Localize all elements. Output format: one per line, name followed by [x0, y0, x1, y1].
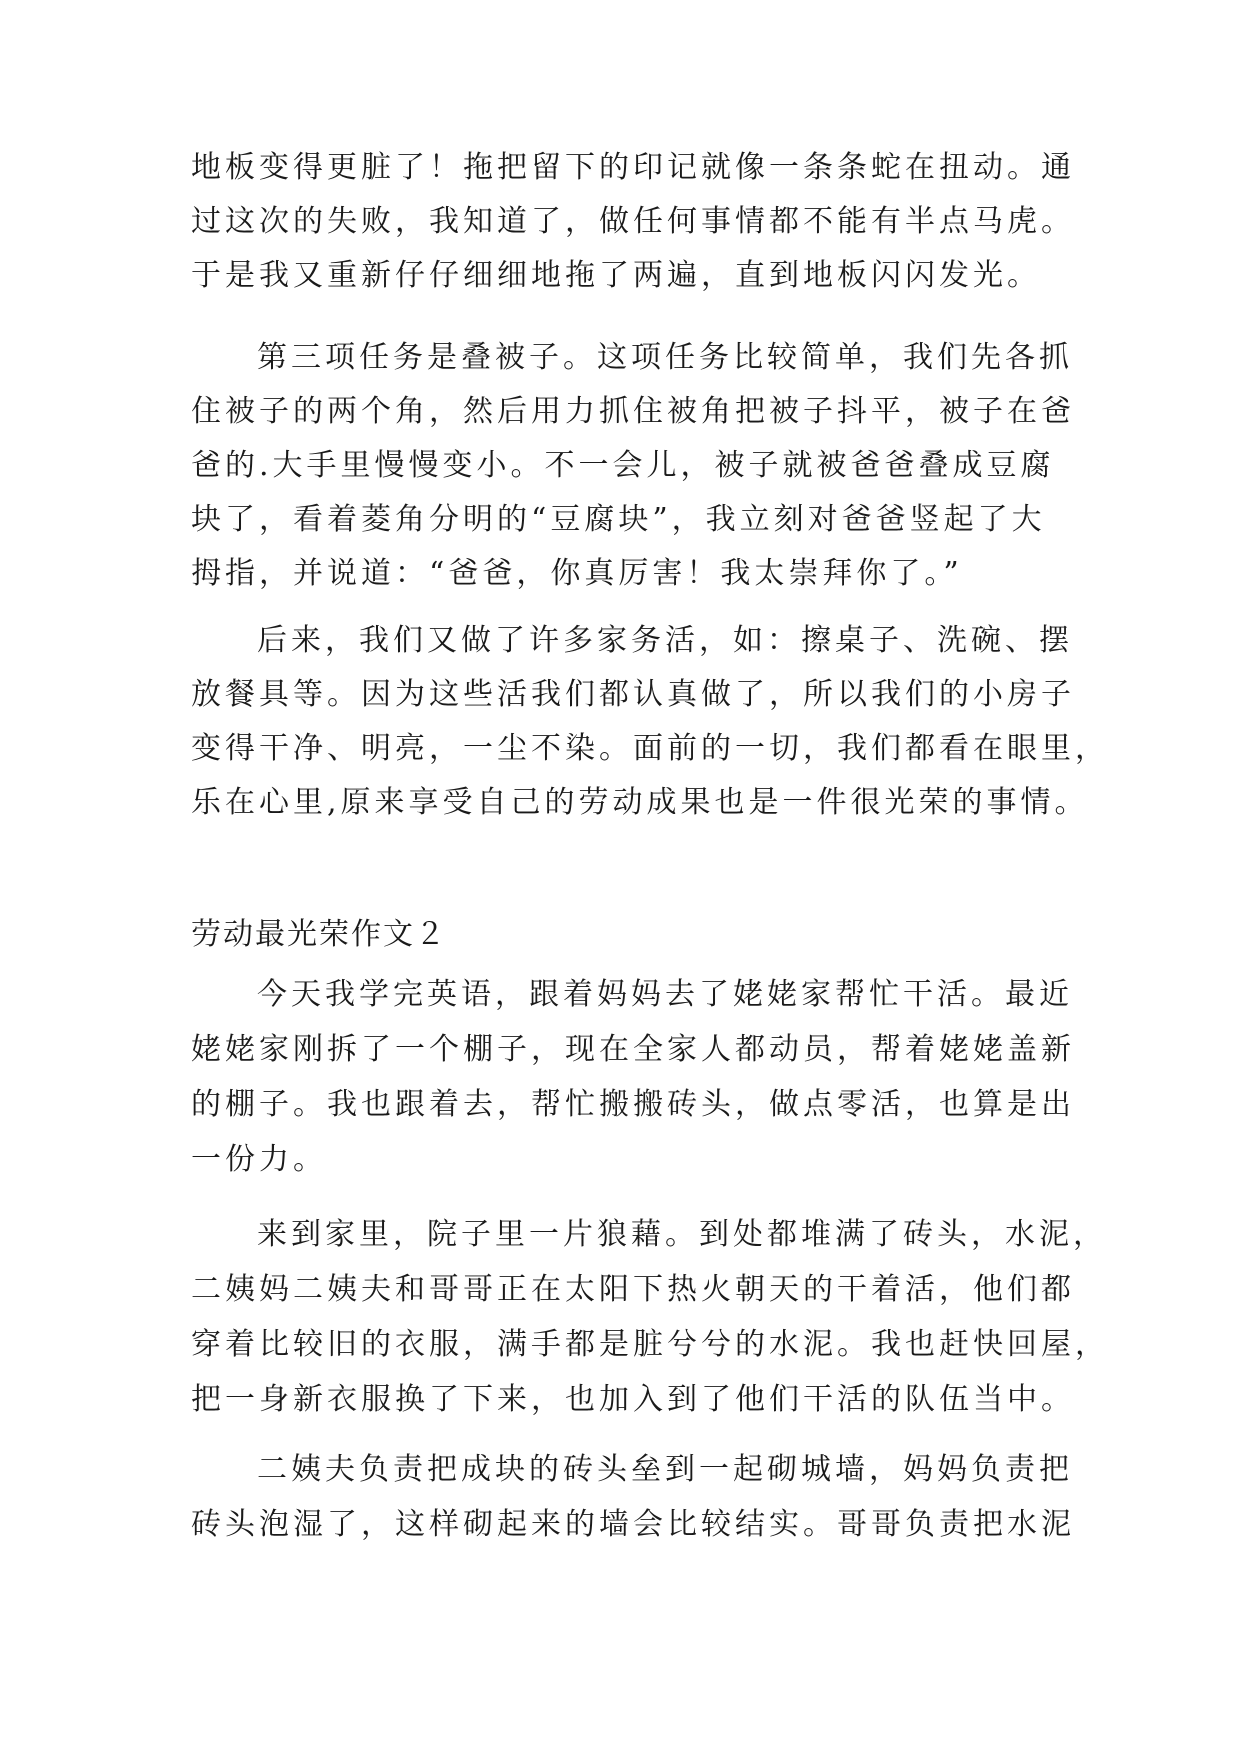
section-heading: 劳动最光荣作文２ [191, 917, 447, 952]
paragraph-start-line: 后来，我们又做了许多家务活，如：擦桌子、洗碗、摆 [257, 623, 1073, 658]
text-line: 的棚子。我也跟着去，帮忙搬搬砖头，做点零活，也算是出 [191, 1087, 1075, 1122]
paragraph-start-line: 来到家里，院子里一片狼藉。到处都堆满了砖头，水泥， [257, 1217, 1107, 1252]
text-line: 于是我又重新仔仔细细地拖了两遍，直到地板闪闪发光。 [191, 258, 1041, 293]
paragraph-start-line: 二姨夫负责把成块的砖头垒到一起砌城墙，妈妈负责把 [257, 1452, 1073, 1487]
text-line: 过这次的失败，我知道了，做任何事情都不能有半点马虎。 [191, 204, 1075, 239]
text-line: 住被子的两个角，然后用力抓住被角把被子抖平，被子在爸 [191, 394, 1075, 429]
text-line: 二姨妈二姨夫和哥哥正在太阳下热火朝天的干着活，他们都 [191, 1272, 1075, 1307]
text-line: 一份力。 [191, 1142, 327, 1177]
text-line: 块了，看着菱角分明的“豆腐块”，我立刻对爸爸竖起了大 [191, 502, 1046, 537]
paragraph-start-line: 今天我学完英语，跟着妈妈去了姥姥家帮忙干活。最近 [257, 977, 1073, 1012]
text-line: 地板变得更脏了！拖把留下的印记就像一条条蛇在扭动。通 [191, 150, 1075, 185]
text-line: 爸的.大手里慢慢变小。不一会儿，被子就被爸爸叠成豆腐 [191, 448, 1055, 483]
text-line: 把一身新衣服换了下来，也加入到了他们干活的队伍当中。 [191, 1382, 1075, 1417]
text-line: 变得干净、明亮，一尘不染。面前的一切，我们都看在眼里， [191, 731, 1109, 766]
text-line: 乐在心里,原来享受自己的劳动成果也是一件很光荣的事情。 [191, 785, 1089, 820]
text-line: 砖头泡湿了，这样砌起来的墙会比较结实。哥哥负责把水泥 [191, 1507, 1075, 1542]
text-line: 姥姥家刚拆了一个棚子，现在全家人都动员，帮着姥姥盖新 [191, 1032, 1075, 1067]
text-line: 穿着比较旧的衣服，满手都是脏兮兮的水泥。我也赶快回屋， [191, 1327, 1109, 1362]
paragraph-start-line: 第三项任务是叠被子。这项任务比较简单，我们先各抓 [257, 340, 1073, 375]
text-line: 放餐具等。因为这些活我们都认真做了，所以我们的小房子 [191, 677, 1075, 712]
text-line: 拇指，并说道：“爸爸，你真厉害！我太崇拜你了。” [191, 556, 963, 591]
